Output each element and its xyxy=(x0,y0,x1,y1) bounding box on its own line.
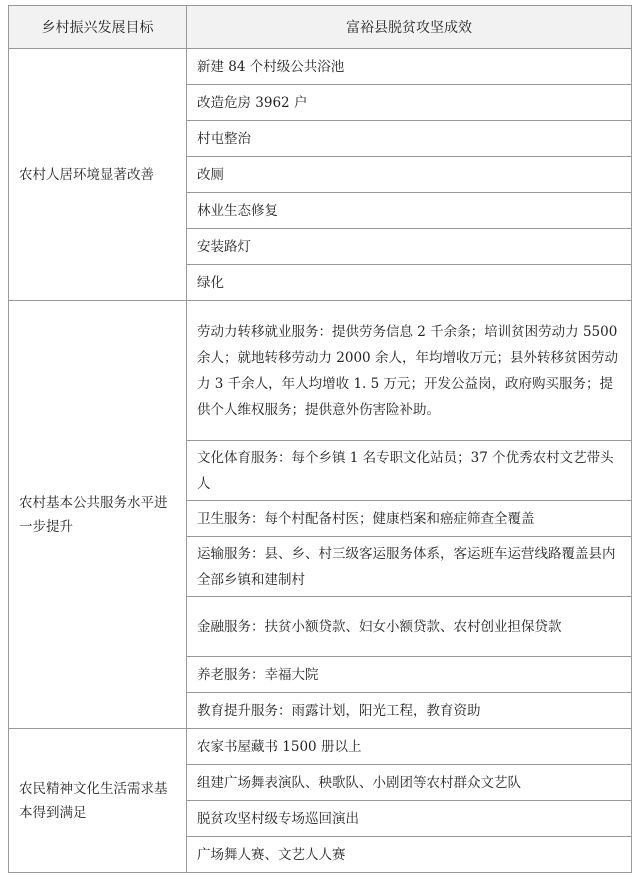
header-goal: 乡村振兴发展目标 xyxy=(9,6,187,49)
result-cell: 广场舞人赛、文艺人人赛 xyxy=(187,837,632,873)
result-cell: 金融服务：扶贫小额贷款、妇女小额贷款、农村创业担保贷款 xyxy=(187,597,632,657)
result-cell: 养老服务：幸福大院 xyxy=(187,657,632,693)
table-row xyxy=(9,301,632,441)
header-row xyxy=(9,6,632,49)
result-cell: 新建 84 个村级公共浴池 xyxy=(187,49,632,85)
result-cell: 农家书屋藏书 1500 册以上 xyxy=(187,729,632,765)
goal-cell: 农民精神文化生活需求基本得到满足 xyxy=(9,729,187,873)
result-cell: 卫生服务：每个村配备村医；健康档案和癌症筛查全覆盖 xyxy=(187,501,632,537)
goal-cell: 农村基本公共服务水平进一步提升 xyxy=(9,301,187,729)
result-cell: 劳动力转移就业服务：提供劳务信息 2 千余条；培训贫困劳动力 5500 余人；就地转移劳动力 2000 余人，年均增收万元；县外转移贫困劳动力 3 千余人，年人均增收 1. 5 万元；开发公益岗，政府购买服务；提供个人维权服务；提供意外伤害险补助。 xyxy=(187,301,632,441)
result-cell: 绿化 xyxy=(187,265,632,301)
goal-cell: 农村人居环境显著改善 xyxy=(9,49,187,301)
result-cell: 安装路灯 xyxy=(187,229,632,265)
table-row xyxy=(9,49,632,85)
header-result: 富裕县脱贫攻坚成效 xyxy=(187,6,632,49)
result-cell: 组建广场舞表演队、秧歌队、小剧团等农村群众文艺队 xyxy=(187,765,632,801)
result-cell: 运输服务：县、乡、村三级客运服务体系，客运班车运营线路覆盖县内全部乡镇和建制村 xyxy=(187,537,632,597)
result-cell: 改厕 xyxy=(187,157,632,193)
result-cell: 脱贫攻坚村级专场巡回演出 xyxy=(187,801,632,837)
table-row xyxy=(9,729,632,765)
achievement-table xyxy=(8,5,632,873)
result-cell: 林业生态修复 xyxy=(187,193,632,229)
result-cell: 改造危房 3962 户 xyxy=(187,85,632,121)
result-cell: 教育提升服务：雨露计划，阳光工程，教育资助 xyxy=(187,693,632,729)
result-cell: 村屯整治 xyxy=(187,121,632,157)
result-cell: 文化体育服务：每个乡镇 1 名专职文化站员；37 个优秀农村文艺带头人 xyxy=(187,441,632,501)
